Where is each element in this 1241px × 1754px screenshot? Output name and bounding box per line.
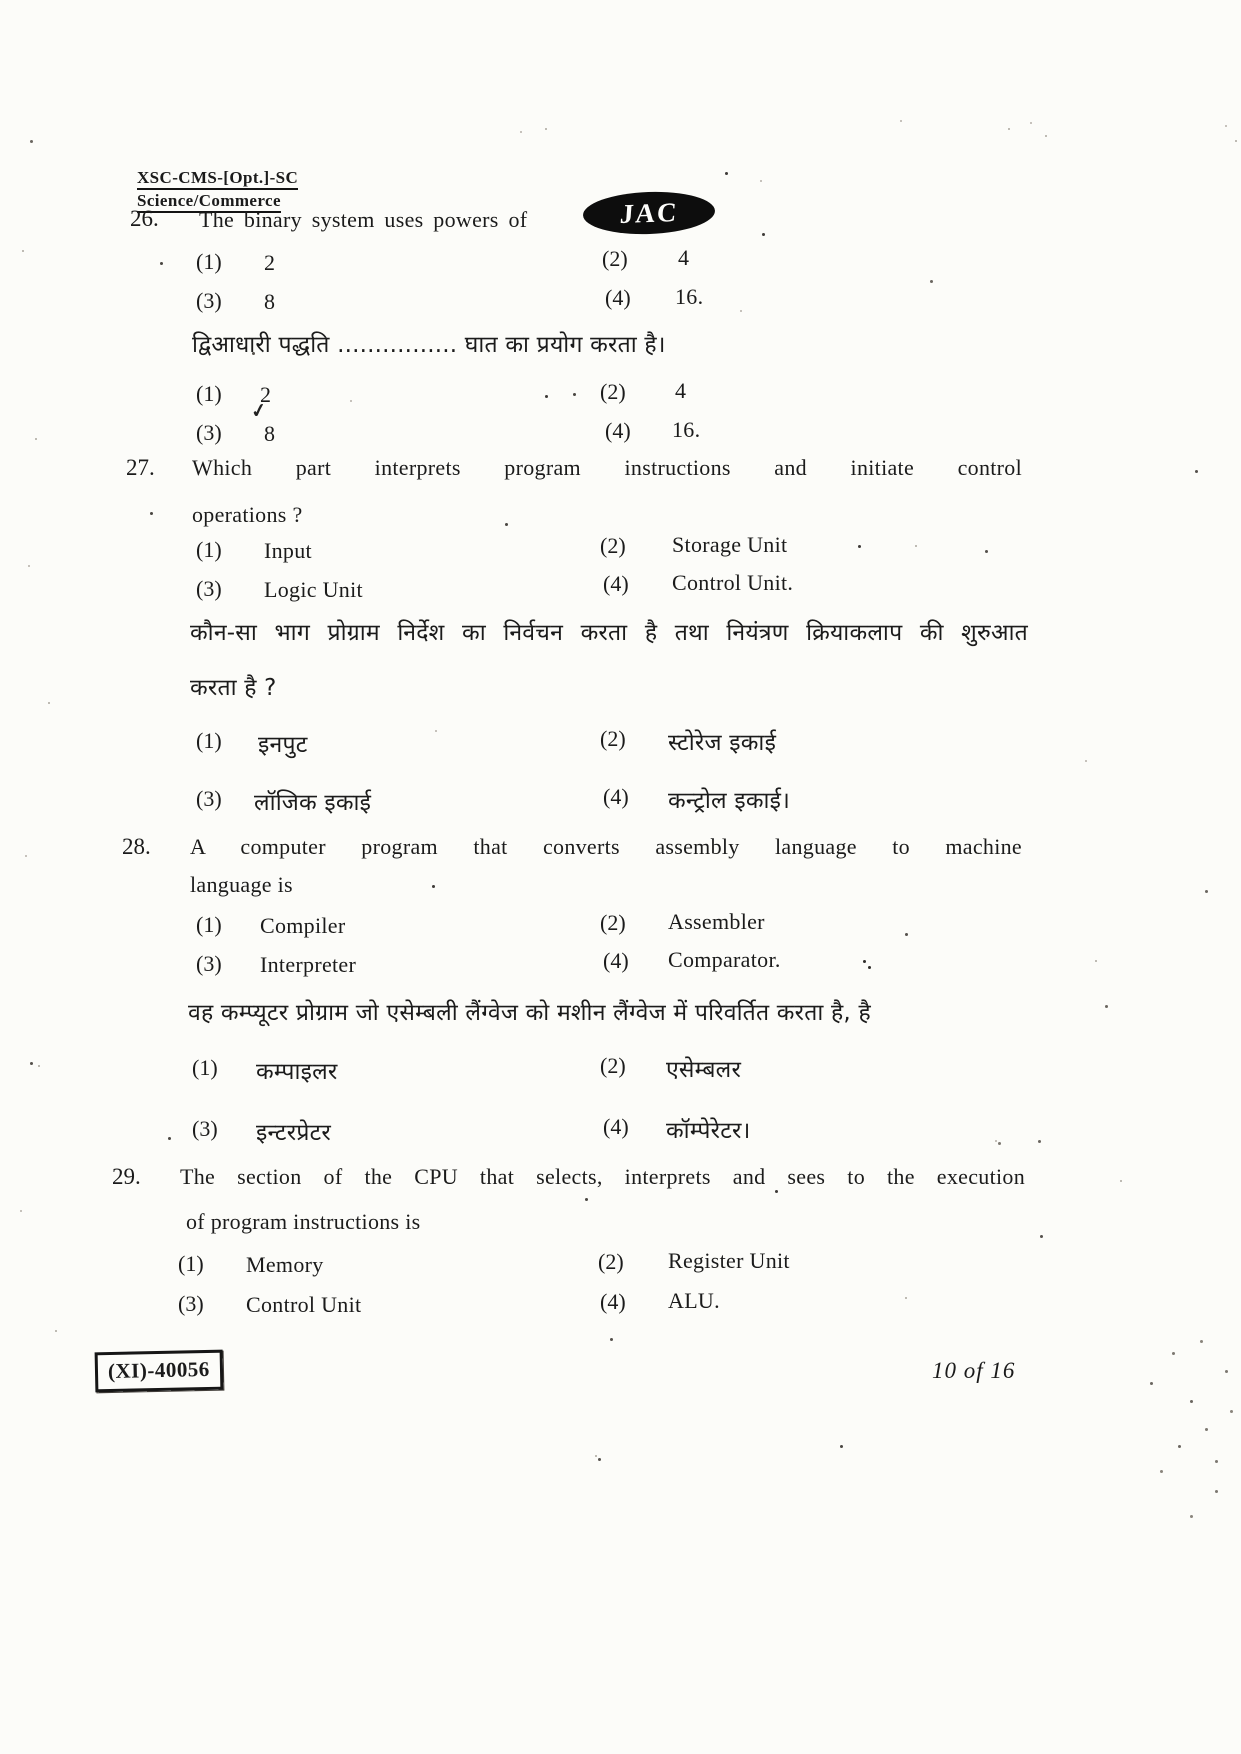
header-paper-code bbox=[137, 168, 298, 188]
option-text: स्टोरेज इकाई bbox=[668, 730, 777, 756]
jac-logo-text: JAC bbox=[618, 196, 680, 229]
question-text-hi: द्विआधारी पद्धति ................ घात का प्रयोग करता है। bbox=[192, 332, 666, 358]
option-label: (3) bbox=[196, 288, 222, 313]
option-label: (3) bbox=[178, 1291, 204, 1316]
jac-logo bbox=[582, 190, 715, 237]
question-text-en-2: operations ? bbox=[192, 502, 303, 527]
scan-noise-light bbox=[0, 0, 2, 2]
option-text: 2 bbox=[264, 250, 276, 275]
option-label: (3) bbox=[196, 420, 222, 445]
option-label: (2) bbox=[600, 726, 626, 751]
option-text: Register Unit bbox=[668, 1248, 790, 1273]
option-text: Storage Unit bbox=[672, 532, 788, 557]
question-text-en-2: of program instructions is bbox=[186, 1209, 421, 1234]
option-label: (3) bbox=[196, 786, 222, 811]
option-label: (2) bbox=[600, 1053, 626, 1078]
option-label: (2) bbox=[600, 910, 626, 935]
question-number: 29. bbox=[112, 1164, 141, 1189]
option-label: (4) bbox=[603, 784, 629, 809]
option-text: एसेम्बलर bbox=[666, 1057, 742, 1083]
option-label: (3) bbox=[196, 576, 222, 601]
question-text-hi-2: करता है ? bbox=[190, 675, 277, 701]
option-label: (4) bbox=[603, 571, 629, 596]
option-text: Control Unit bbox=[246, 1292, 362, 1317]
booklet-code-text: (XI)-40056 bbox=[107, 1356, 211, 1384]
option-label: (4) bbox=[605, 285, 631, 310]
option-text: कन्ट्रोल इकाई। bbox=[668, 788, 791, 814]
option-label: (4) bbox=[603, 1114, 629, 1139]
option-text: कम्पाइलर bbox=[256, 1059, 338, 1085]
question-text-hi: कौन-सा भाग प्रोग्राम निर्देश का निर्वचन करता है तथा नियंत्रण क्रियाकलाप की शुरुआत bbox=[190, 620, 1028, 646]
option-label: (1) bbox=[192, 1055, 218, 1080]
option-label: (1) bbox=[196, 249, 222, 274]
question-text-en: The section of the CPU that selects, interprets and sees to the execution bbox=[180, 1164, 1025, 1189]
option-label: (3) bbox=[192, 1116, 218, 1141]
option-text: लॉजिक इकाई bbox=[254, 790, 372, 816]
question-text-hi: वह कम्प्यूटर प्रोग्राम जो एसेम्बली लैंग्वेज को मशीन लैंग्वेज में परिवर्तित करता है, है bbox=[188, 1000, 871, 1026]
option-text: Memory bbox=[246, 1252, 324, 1277]
option-text: इन्टरप्रेटर bbox=[256, 1120, 331, 1146]
option-text: कॉम्पेरेटर। bbox=[666, 1118, 751, 1144]
option-label: (2) bbox=[598, 1249, 624, 1274]
question-text-en: Which part interprets program instructions and initiate control bbox=[192, 455, 1022, 480]
option-text: Control Unit. bbox=[672, 570, 794, 595]
option-text: 4 bbox=[678, 245, 690, 270]
option-label: (2) bbox=[602, 246, 628, 271]
question-number: 26. bbox=[130, 206, 159, 231]
option-text: Input bbox=[264, 538, 312, 563]
option-text: 4 bbox=[675, 378, 687, 403]
page-number: 10 of 16 bbox=[932, 1358, 1016, 1383]
option-label: (2) bbox=[600, 379, 626, 404]
question-text-en: A computer program that converts assembly language to machine bbox=[190, 834, 1022, 859]
option-label: (1) bbox=[178, 1251, 204, 1276]
handwritten-checkmark: ✓ bbox=[249, 399, 269, 424]
option-label: (2) bbox=[600, 533, 626, 558]
question-number: 27. bbox=[126, 455, 155, 480]
question-number: 28. bbox=[122, 834, 151, 859]
option-text: 16. bbox=[672, 417, 701, 442]
option-text: इनपुट bbox=[258, 732, 308, 758]
option-label: (1) bbox=[196, 728, 222, 753]
option-text: Interpreter bbox=[260, 952, 357, 977]
option-label: (4) bbox=[605, 418, 631, 443]
option-text: 2 bbox=[260, 382, 272, 407]
option-text: 8 bbox=[264, 289, 276, 314]
option-label: (4) bbox=[603, 948, 629, 973]
option-label: (1) bbox=[196, 537, 222, 562]
option-text: Assembler bbox=[668, 909, 765, 934]
option-text: Comparator. bbox=[668, 947, 781, 972]
option-label: (3) bbox=[196, 951, 222, 976]
stream-text: Science/Commerce bbox=[137, 191, 281, 213]
option-text: Compiler bbox=[260, 913, 346, 938]
question-text-en-2: language is bbox=[190, 872, 293, 897]
booklet-code-box bbox=[95, 1350, 224, 1393]
option-label: (4) bbox=[600, 1289, 626, 1314]
option-label: (1) bbox=[196, 912, 222, 937]
option-label: (1) bbox=[196, 381, 222, 406]
option-text: Logic Unit bbox=[264, 577, 363, 602]
option-text: 16. bbox=[675, 284, 704, 309]
option-text: 8 bbox=[264, 421, 276, 446]
option-text: ALU. bbox=[668, 1288, 720, 1313]
paper-code-text: XSC-CMS-[Opt.]-SC bbox=[137, 168, 298, 190]
question-text-en: The binary system uses powers of bbox=[199, 207, 528, 232]
